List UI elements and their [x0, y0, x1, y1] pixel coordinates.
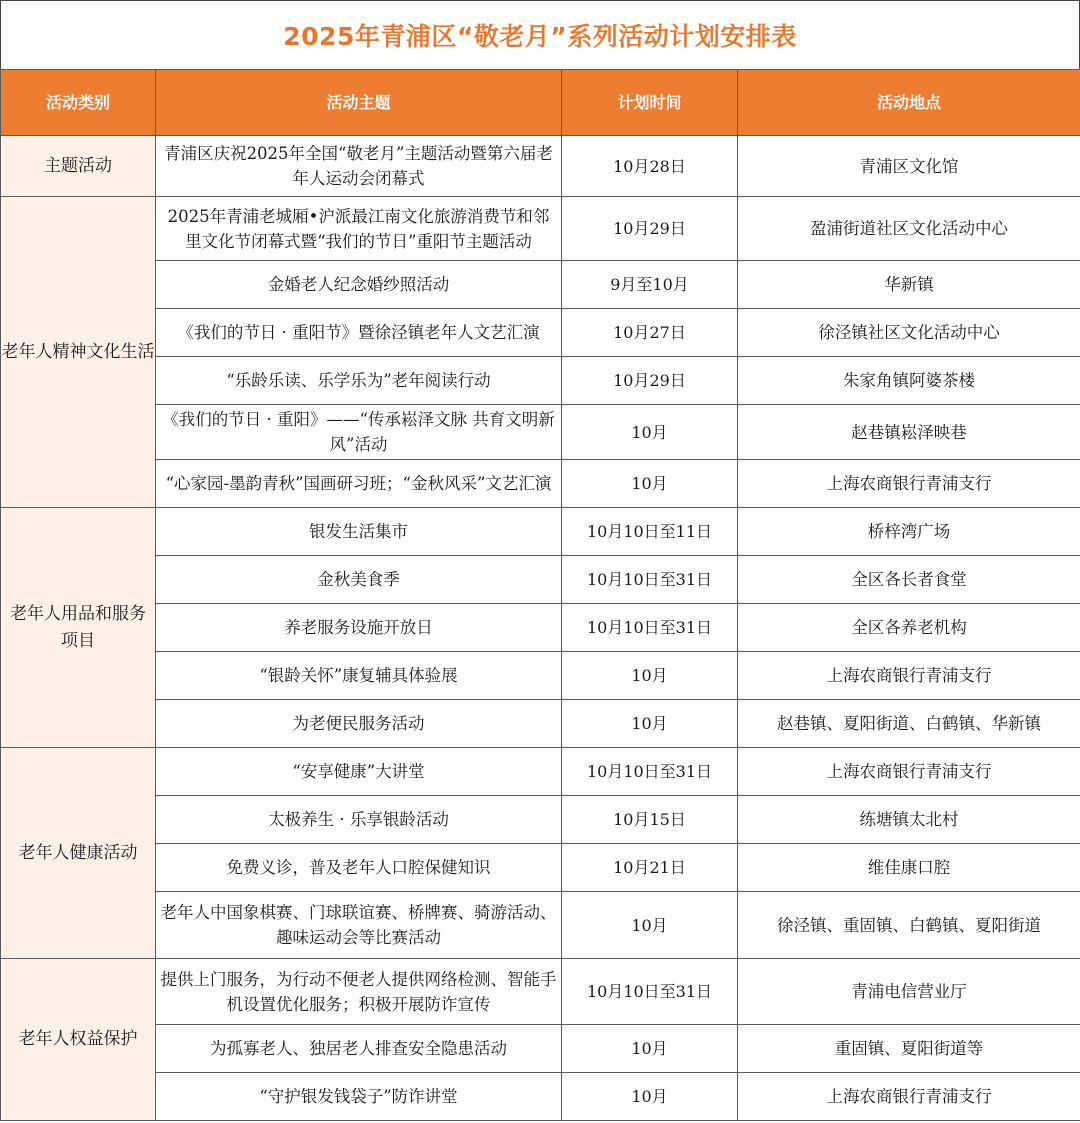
time-cell: 9月至10月	[562, 261, 738, 309]
table-row	[1, 556, 1080, 604]
time-cell: 10月	[562, 1025, 738, 1073]
place-cell: 上海农商银行青浦支行	[738, 1073, 1080, 1121]
theme-cell: “乐龄乐读、乐学乐为”老年阅读行动	[156, 357, 562, 405]
table-row	[1, 796, 1080, 844]
place-cell: 朱家角镇阿婆茶楼	[738, 357, 1080, 405]
table-row	[1, 197, 1080, 261]
time-cell: 10月28日	[562, 136, 738, 197]
place-cell: 上海农商银行青浦支行	[738, 652, 1080, 700]
place-cell: 维佳康口腔	[738, 844, 1080, 892]
page-title: 2025年青浦区“敬老月”系列活动计划安排表	[283, 22, 797, 51]
time-cell: 10月29日	[562, 357, 738, 405]
category-cell: 主题活动	[1, 136, 156, 197]
title-bar	[0, 0, 1080, 69]
place-cell: 徐泾镇、重固镇、白鹤镇、夏阳街道	[738, 892, 1080, 959]
theme-cell: 银发生活集市	[156, 508, 562, 556]
time-cell: 10月10日至31日	[562, 748, 738, 796]
place-cell: 徐泾镇社区文化活动中心	[738, 309, 1080, 357]
column-header-theme: 活动主题	[156, 70, 562, 136]
theme-cell: 太极养生 · 乐享银龄活动	[156, 796, 562, 844]
time-cell: 10月27日	[562, 309, 738, 357]
table-row	[1, 460, 1080, 508]
time-cell: 10月15日	[562, 796, 738, 844]
time-cell: 10月29日	[562, 197, 738, 261]
theme-cell: 金秋美食季	[156, 556, 562, 604]
category-cell: 老年人权益保护	[1, 959, 156, 1121]
header-row	[1, 70, 1080, 136]
column-header-place: 活动地点	[738, 70, 1080, 136]
column-header-time: 计划时间	[562, 70, 738, 136]
place-cell: 桥梓湾广场	[738, 508, 1080, 556]
place-cell: 重固镇、夏阳街道等	[738, 1025, 1080, 1073]
place-cell: 赵巷镇崧泽映巷	[738, 405, 1080, 460]
table-row	[1, 652, 1080, 700]
place-cell: 全区各长者食堂	[738, 556, 1080, 604]
table-row	[1, 844, 1080, 892]
time-cell: 10月	[562, 892, 738, 959]
table-row	[1, 309, 1080, 357]
theme-cell: 为老便民服务活动	[156, 700, 562, 748]
theme-cell: “安享健康”大讲堂	[156, 748, 562, 796]
table-row	[1, 357, 1080, 405]
time-cell: 10月	[562, 1073, 738, 1121]
category-cell: 老年人精神文化生活	[1, 197, 156, 508]
theme-cell: “守护银发钱袋子”防诈讲堂	[156, 1073, 562, 1121]
table-row	[1, 892, 1080, 959]
theme-cell: 金婚老人纪念婚纱照活动	[156, 261, 562, 309]
theme-cell: 青浦区庆祝2025年全国“敬老月”主题活动暨第六届老年人运动会闭幕式	[156, 136, 562, 197]
table-row	[1, 604, 1080, 652]
place-cell: 青浦区文化馆	[738, 136, 1080, 197]
place-cell: 全区各养老机构	[738, 604, 1080, 652]
time-cell: 10月	[562, 700, 738, 748]
time-cell: 10月	[562, 652, 738, 700]
table-row	[1, 508, 1080, 556]
time-cell: 10月10日至31日	[562, 604, 738, 652]
table-row	[1, 405, 1080, 460]
table-row	[1, 748, 1080, 796]
table-row	[1, 1073, 1080, 1121]
table-row	[1, 1025, 1080, 1073]
time-cell: 10月10日至11日	[562, 508, 738, 556]
theme-cell: 老年人中国象棋赛、门球联谊赛、桥牌赛、骑游活动、趣味运动会等比赛活动	[156, 892, 562, 959]
theme-cell: 养老服务设施开放日	[156, 604, 562, 652]
schedule-table	[0, 69, 1080, 1121]
table-row	[1, 700, 1080, 748]
time-cell: 10月	[562, 405, 738, 460]
theme-cell: 为孤寡老人、独居老人排查安全隐患活动	[156, 1025, 562, 1073]
theme-cell: 免费义诊，普及老年人口腔保健知识	[156, 844, 562, 892]
place-cell: 盈浦街道社区文化活动中心	[738, 197, 1080, 261]
time-cell: 10月10日至31日	[562, 959, 738, 1025]
place-cell: 赵巷镇、夏阳街道、白鹤镇、华新镇	[738, 700, 1080, 748]
theme-text: “心家园-墨韵青秋”国画研习班；“金秋风采”文艺汇演	[165, 474, 552, 493]
table-row	[1, 959, 1080, 1025]
place-cell: 青浦电信营业厅	[738, 959, 1080, 1025]
theme-cell	[156, 460, 562, 508]
table-row	[1, 136, 1080, 197]
category-cell: 老年人健康活动	[1, 748, 156, 959]
place-cell: 华新镇	[738, 261, 1080, 309]
table-row	[1, 261, 1080, 309]
column-header-category: 活动类别	[1, 70, 156, 136]
place-cell: 上海农商银行青浦支行	[738, 748, 1080, 796]
place-cell: 上海农商银行青浦支行	[738, 460, 1080, 508]
category-cell: 老年人用品和服务项目	[1, 508, 156, 748]
time-cell: 10月21日	[562, 844, 738, 892]
time-cell: 10月10日至31日	[562, 556, 738, 604]
theme-cell: 2025年青浦老城厢•沪派最江南文化旅游消费节和邻里文化节闭幕式暨“我们的节日”重阳节主题活动	[156, 197, 562, 261]
theme-cell: 提供上门服务，为行动不便老人提供网络检测、智能手机设置优化服务；积极开展防诈宣传	[156, 959, 562, 1025]
place-cell: 练塘镇太北村	[738, 796, 1080, 844]
theme-cell: 《我们的节日 · 重阳》——“传承崧泽文脉 共育文明新风”活动	[156, 405, 562, 460]
theme-cell: “银龄关怀”康复辅具体验展	[156, 652, 562, 700]
theme-cell: 《我们的节日 · 重阳节》暨徐泾镇老年人文艺汇演	[156, 309, 562, 357]
time-cell: 10月	[562, 460, 738, 508]
